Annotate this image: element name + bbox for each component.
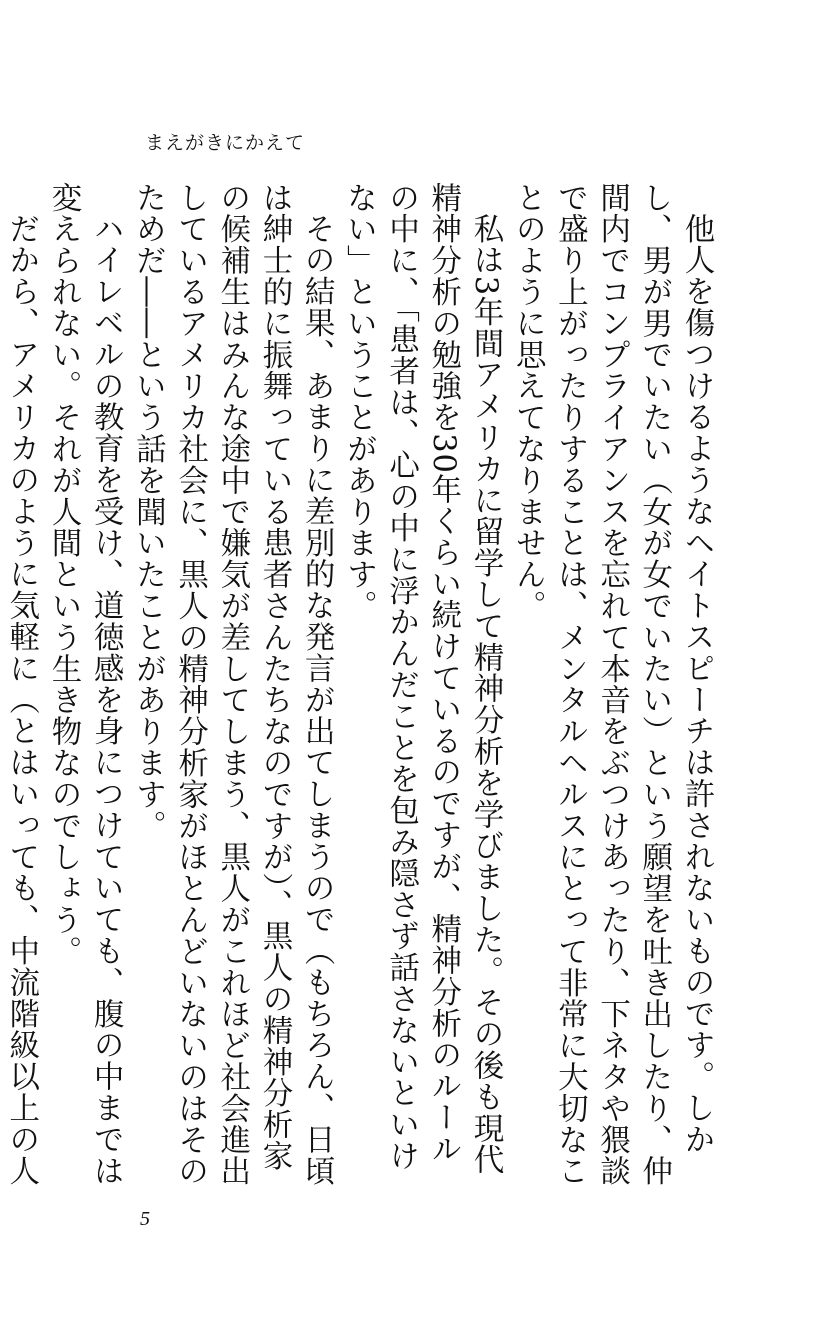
paragraph: 他人を傷つけるようなヘイトスピーチは許されないものです。しかし、男が男でいたい（女が女でいたい）という願望を吐き出したり、仲間内でコンプライアンスを忘れて本音をぶつけあったり、下ネタや猥談で盛り上がったりすることは、メンタルヘルスにとって非常に大切なことのように思えてなりません。 xyxy=(510,182,714,1187)
paragraph: その結果、あまりに差別的な発言が出てしまうので（もちろん、日頃は紳士的に振舞っている患者さんたちなのですが）、黒人の精神分析家の候補生はみんな途中で嫌気が差してしまう、黒人がこれほど社会進出しているアメリカ社会に、黒人の精神分析家がほとんどいないのはそのためだ――という話を聞いたことがあります。 xyxy=(130,182,335,1187)
paragraph: ハイレベルの教育を受け、道徳感を身につけていても、腹の中までは変えられない。それが人間という生き物なのでしょう。 xyxy=(45,182,124,1186)
running-head: まえがきにかえて xyxy=(145,132,306,154)
paragraph: だから、アメリカのように気軽に（とはいっても、中流階級以上の人 xyxy=(3,212,39,1186)
paragraph: 私は3年間アメリカに留学して精神分析を学びました。その後も現代精神分析の勉強を30年くらい続けているのですが、精神分析のルールの中に、「患者は、心の中に浮かんだことを包み隠さず話さないといけない」ということがあります。 xyxy=(341,182,503,1175)
body-text xyxy=(0,182,717,1192)
page-number: 5 xyxy=(140,1208,150,1230)
